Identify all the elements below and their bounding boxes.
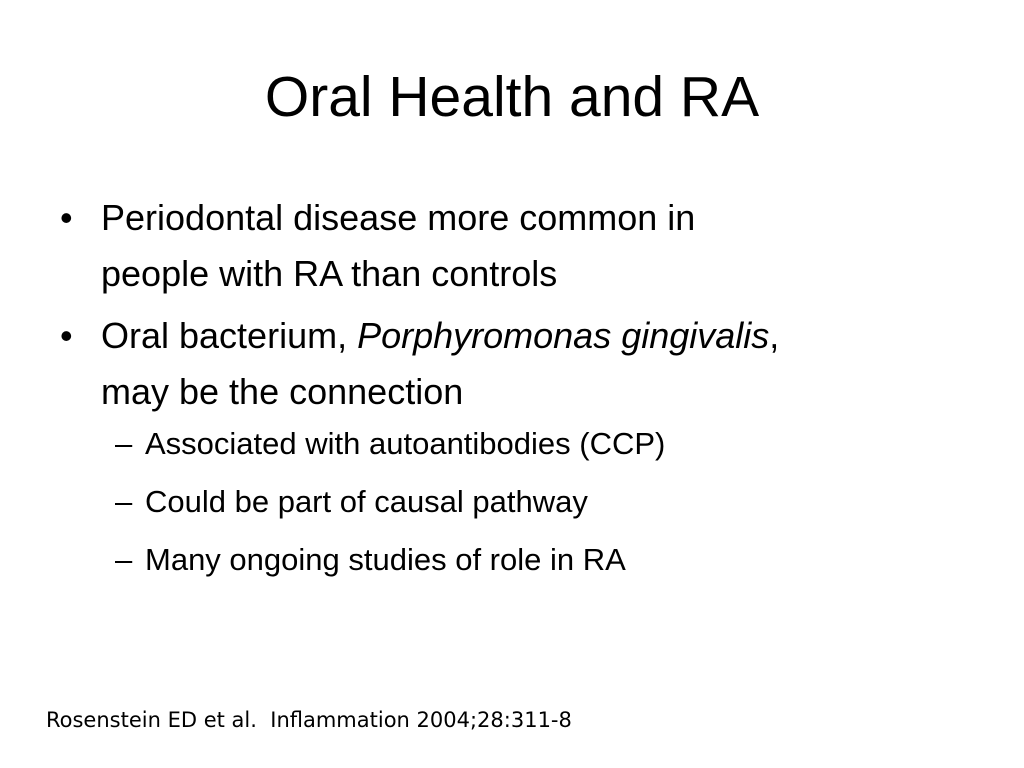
species-name: Porphyromonas gingivalis: [357, 315, 770, 356]
bullet-list: [56, 190, 976, 426]
citation: Rosenstein ED et al. Inflammation 2004;28:311-8: [46, 708, 572, 732]
sub-bullet-text: Associated with autoantibodies (CCP): [145, 426, 666, 461]
bullet-text-line: may be the connection: [101, 371, 464, 412]
sub-bullet-list: [56, 424, 976, 598]
bullet-text-line: Periodontal disease more common in: [101, 197, 696, 238]
sub-bullet-item: [56, 482, 976, 522]
sub-bullet-item: [56, 424, 976, 464]
bullet-text-line: people with RA than controls: [101, 253, 558, 294]
slide-title: Oral Health and RA: [264, 65, 760, 129]
sub-bullet-item: [56, 540, 976, 580]
sub-bullet-text: Many ongoing studies of role in RA: [145, 542, 626, 577]
bullet-marker: •: [60, 315, 73, 356]
sub-bullet-marker: –: [115, 426, 133, 461]
bullet-marker: •: [60, 197, 73, 238]
sub-bullet-text: Could be part of causal pathway: [145, 484, 588, 519]
bullet-item: [56, 308, 976, 420]
bullet-text-prefix: Oral bacterium,: [101, 315, 358, 356]
bullet-text-suffix: ,: [769, 315, 780, 356]
sub-bullet-marker: –: [115, 484, 133, 519]
bullet-item: [56, 190, 976, 302]
sub-bullet-marker: –: [115, 542, 133, 577]
